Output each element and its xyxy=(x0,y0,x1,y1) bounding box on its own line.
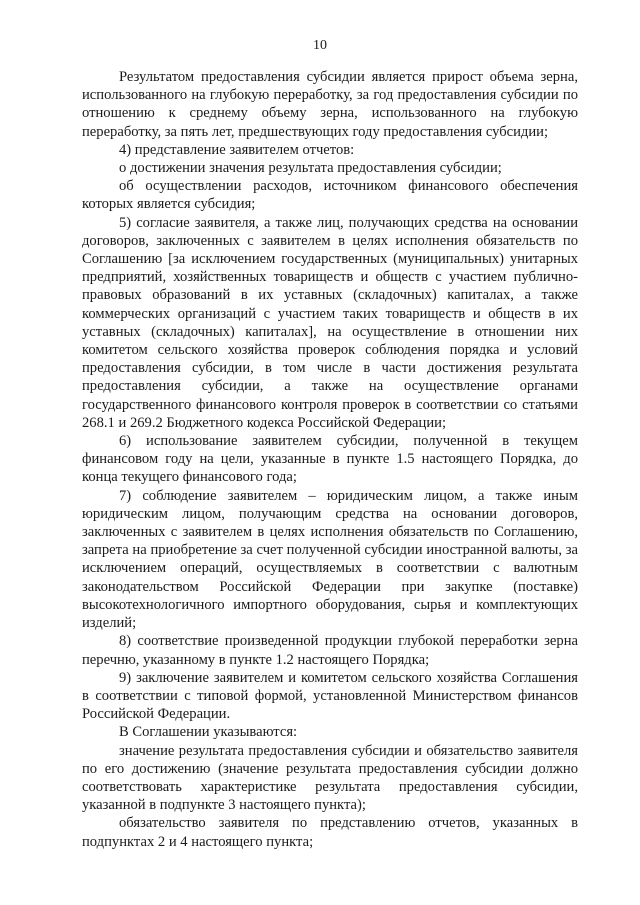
paragraph: 6) использование заявителем субсидии, полученной в текущем финансовом году на цели, указанные в пункте 1.5 настоящего Порядка, до конца текущего финансового года; xyxy=(82,433,578,486)
page-number: 10 xyxy=(313,38,327,53)
paragraph: об осуществлении расходов, источником финансового обеспечения которых является субсидия; xyxy=(82,178,578,213)
paragraph: о достижении значения результата предоставления субсидии; xyxy=(119,160,502,177)
paragraph: 5) согласие заявителя, а также лиц, получающих средства на основании договоров, заключенных с заявителем в целях исполнения обязательств по Соглашению [за исключением государственных (муниципальных) унитарных предприятий, хозяйственных товариществ и обществ с участием публично-правовых образований в их уставных (складочных) капиталах, а также коммерческих организаций с участием таких товариществ и обществ в их уставных (складочных) капиталах], на осуществление в отношении них комитетом сельского хозяйства проверок соблюдения порядка и условий предоставления субсидии, в том числе в части достижения результата предоставления субсидии, а также на осуществление органами государственного финансового контроля проверок в соответствии со статьями 268.1 и 269.2 Бюджетного кодекса Российской Федерации; xyxy=(82,214,578,431)
paragraph: 4) представление заявителем отчетов: xyxy=(119,141,355,158)
document-body xyxy=(82,68,578,851)
paragraph: 7) соблюдение заявителем – юридическим лицом, а также иным юридическим лицом, получающим средства на основании договоров, заключенных с заявителем в целях исполнения обязательств по Соглашению, запрета на приобретение за счет полученной субсидии иностранной валюты, за исключением операций, осуществляемых в соответствии с валютным законодательством Российской Федерации при закупке (поставке) высокотехнологичного импортного оборудования, сырья и комплектующих изделий; xyxy=(82,487,578,632)
paragraph: Результатом предоставления субсидии является прирост объема зерна, использованного на глубокую переработку, за год предоставления субсидии по отношению к среднему объему зерна, использованного на глубокую переработку, за пять лет, предшествующих году предоставления субсидии; xyxy=(82,69,578,140)
paragraph: значение результата предоставления субсидии и обязательство заявителя по его достижению (значение результата предоставления субсидии должно соответствовать характеристике результата предоставления субсидии, указанной в подпункте 3 настоящего пункта); xyxy=(82,742,578,814)
paragraph: В Соглашении указываются: xyxy=(119,724,298,741)
paragraph: 9) заключение заявителем и комитетом сельского хозяйства Соглашения в соответствии с типовой формой, установленной Министерством финансов Российской Федерации. xyxy=(82,669,578,723)
paragraph: 8) соответствие произведенной продукции глубокой переработки зерна перечню, указанному в пункте 1.2 настоящего Порядка; xyxy=(82,633,578,668)
paragraph: обязательство заявителя по представлению отчетов, указанных в подпунктах 2 и 4 настоящего пункта; xyxy=(82,815,578,850)
